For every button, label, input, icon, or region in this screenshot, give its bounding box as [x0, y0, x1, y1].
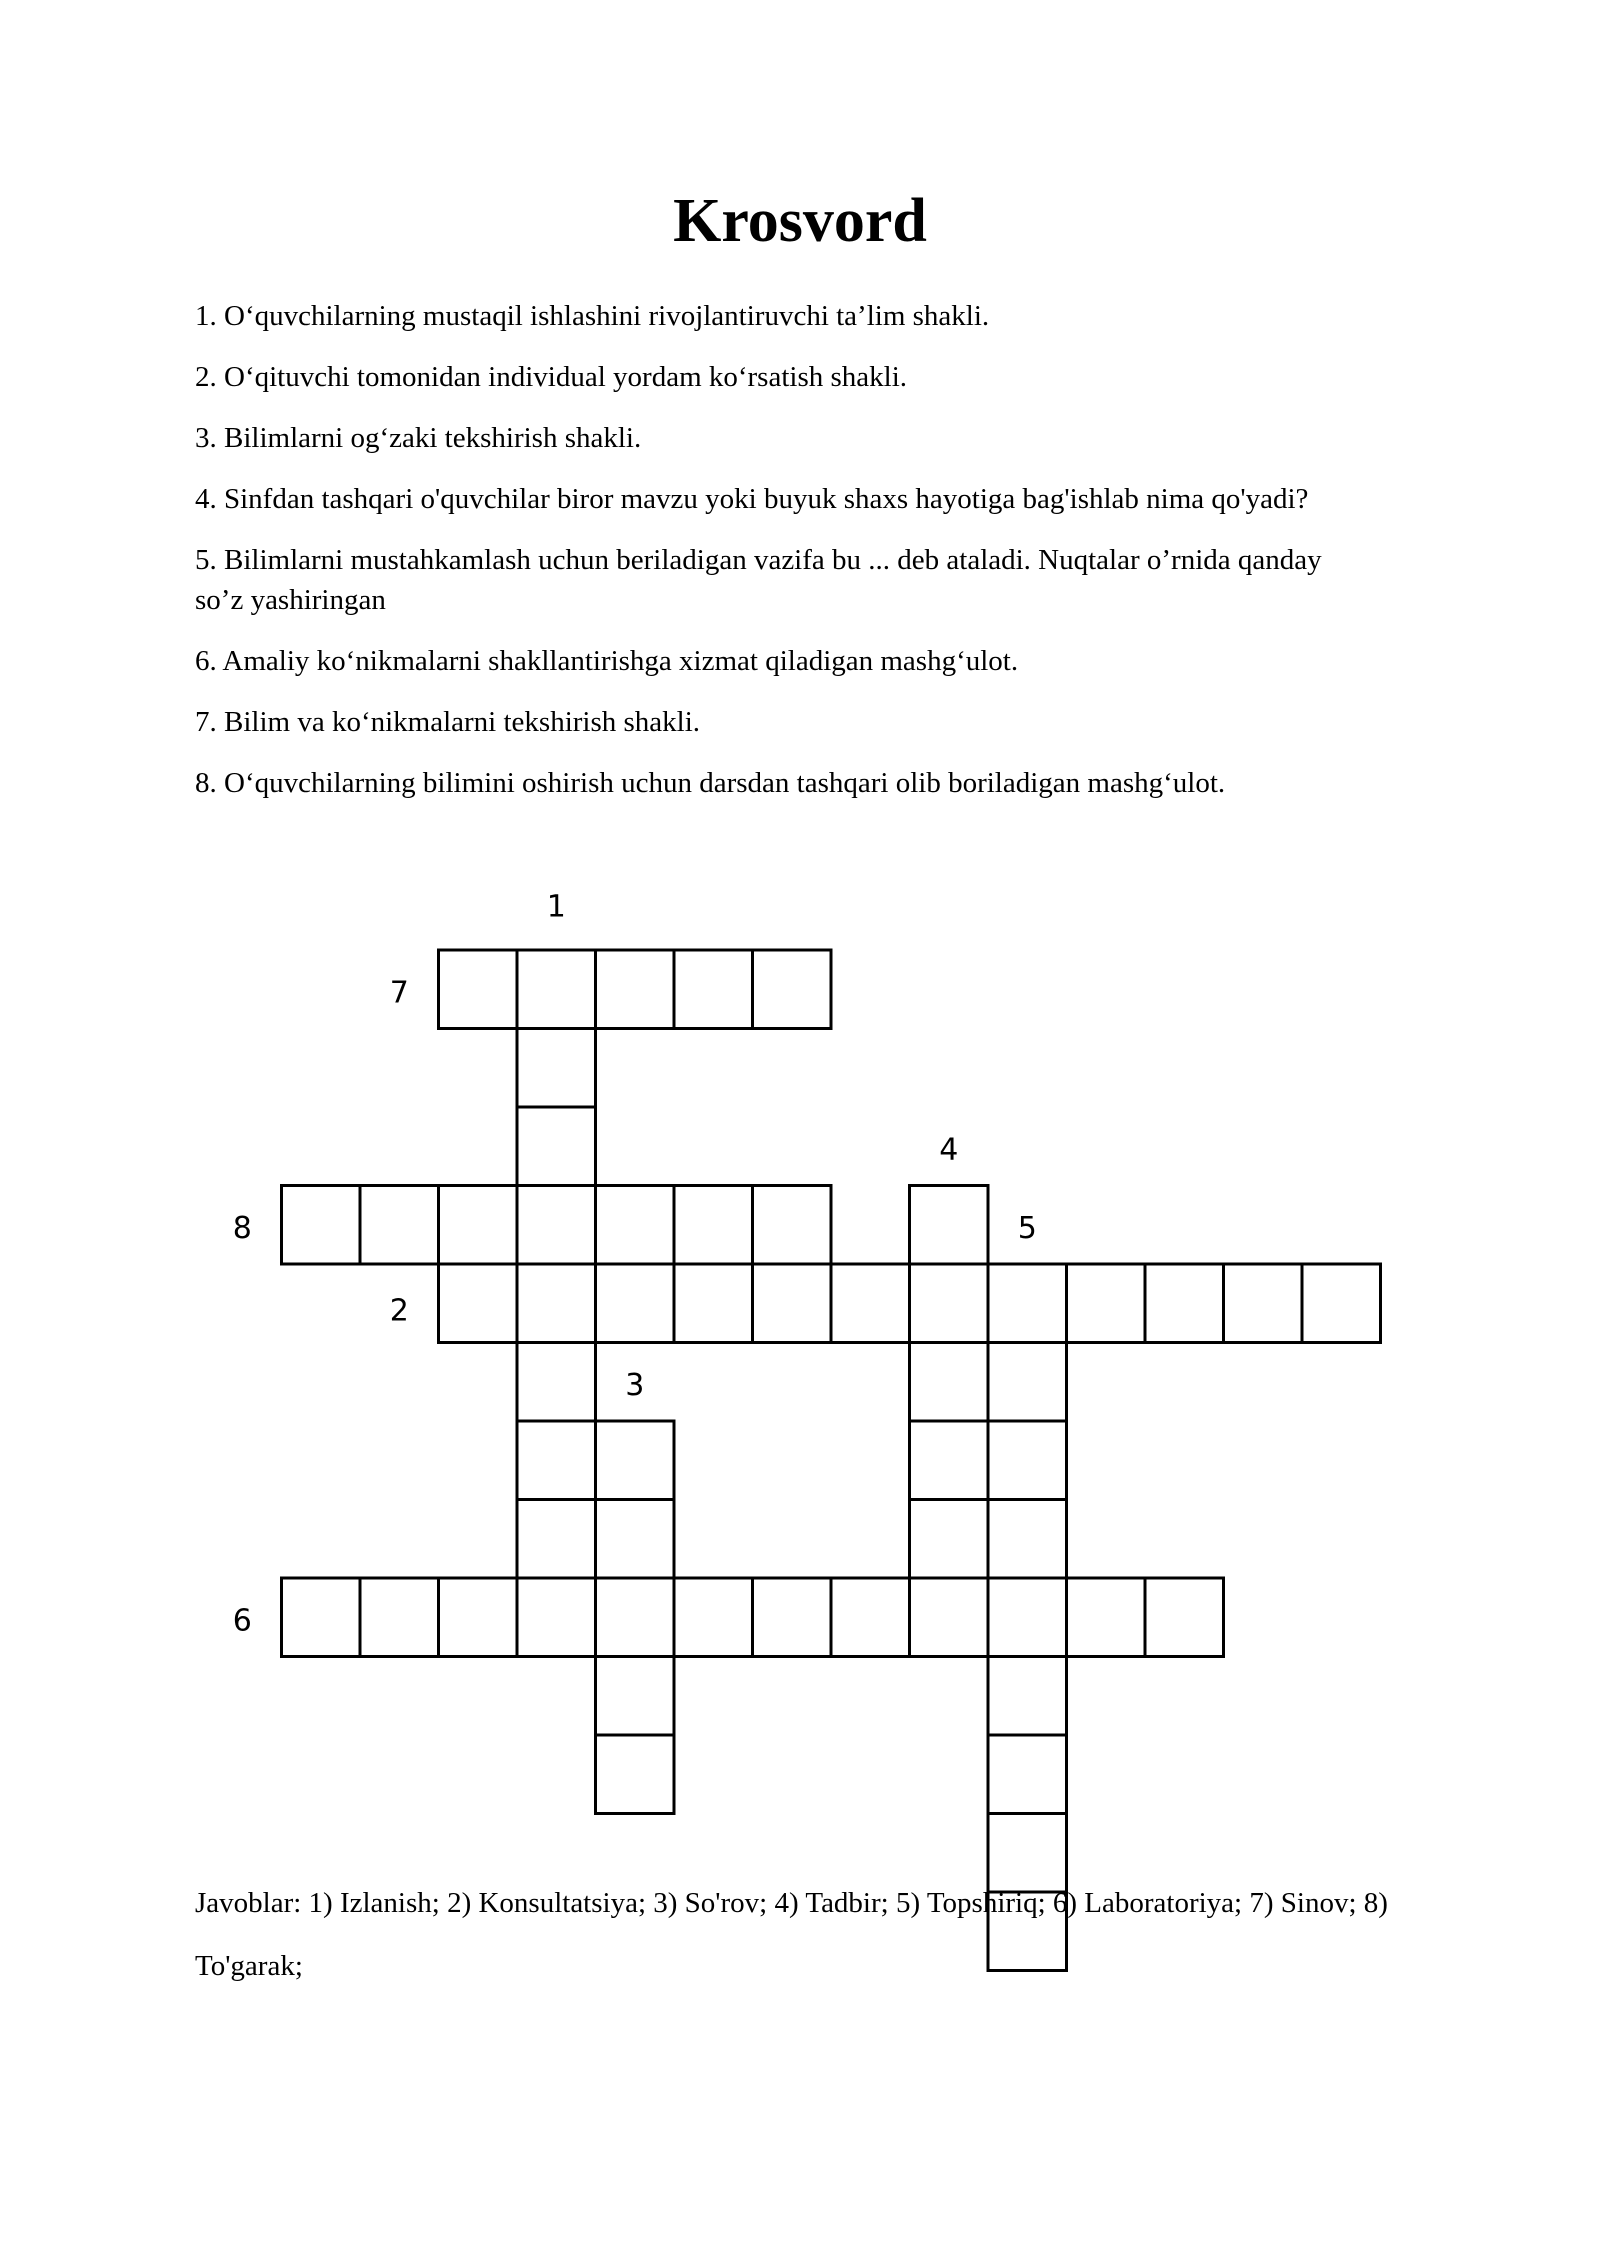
- crossword-cell: [753, 1264, 832, 1343]
- crossword-cell: [988, 1500, 1067, 1579]
- crossword-cell: [910, 1578, 989, 1657]
- clue-number-label: 6: [232, 1603, 252, 1639]
- crossword-cell: [910, 1186, 989, 1265]
- crossword-cell: [596, 1186, 675, 1265]
- crossword-cell: [910, 1264, 989, 1343]
- clue-item: 8. O‘quvchilarning bilimini oshirish uchun darsdan tashqari olib boriladigan mashg‘ulot.: [195, 767, 1226, 799]
- crossword-cell: [1302, 1264, 1381, 1343]
- crossword-cell: [1224, 1264, 1303, 1343]
- crossword-cell: [674, 1186, 753, 1265]
- clue-item: 6. Amaliy ko‘nikmalarni shakllantirishga xizmat qiladigan mashg‘ulot.: [195, 645, 1019, 677]
- crossword-cell: [988, 1421, 1067, 1500]
- clue-item: 5. Bilimlarni mustahkamlash uchun beriladigan vazifa bu ... deb ataladi. Nuqtalar o’rnida qanday so’z yashiringan: [195, 544, 1322, 616]
- crossword-cell: [439, 1264, 518, 1343]
- clue-number-label: 4: [939, 1132, 959, 1168]
- crossword-cell: [517, 1578, 596, 1657]
- crossword-cell: [517, 1107, 596, 1186]
- clue-number-label: 5: [1017, 1211, 1037, 1247]
- clue-item: 4. Sinfdan tashqari o'quvchilar biror mavzu yoki buyuk shaxs hayotiga bag'ishlab nima qo'yadi?: [195, 483, 1309, 515]
- clue-number-label: 8: [232, 1211, 252, 1247]
- crossword-cell: [517, 1264, 596, 1343]
- crossword-cell: [360, 1186, 439, 1265]
- clue-item: 7. Bilim va ko‘nikmalarni tekshirish shakli.: [195, 706, 701, 738]
- page-title: Krosvord: [673, 187, 927, 255]
- crossword-cell: [988, 1657, 1067, 1736]
- crossword-cell: [439, 1186, 518, 1265]
- crossword-cell: [282, 1186, 361, 1265]
- crossword-cell: [596, 1657, 675, 1736]
- crossword-cell: [1067, 1578, 1146, 1657]
- crossword-cell: [596, 1421, 675, 1500]
- crossword-cell: [753, 950, 832, 1029]
- crossword-cell: [517, 1421, 596, 1500]
- clue-item: 2. O‘qituvchi tomonidan individual yordam ko‘rsatish shakli.: [195, 361, 908, 393]
- answers-line: Javoblar: 1) Izlanish; 2) Konsultatsiya; 3) So'rov; 4) Tadbir; 5) Topshiriq; 6) Laboratoriya; 7) Sinov; 8) To'garak;: [195, 1887, 1388, 1982]
- crossword-cell: [517, 1500, 596, 1579]
- crossword-cell: [674, 1264, 753, 1343]
- crossword-cell: [596, 1500, 675, 1579]
- crossword-cell: [753, 1578, 832, 1657]
- clue-number-label: 1: [546, 889, 566, 925]
- crossword-cell: [988, 1735, 1067, 1814]
- crossword-cell: [1145, 1578, 1224, 1657]
- clue-number-label: 2: [389, 1293, 409, 1329]
- crossword-cell: [360, 1578, 439, 1657]
- crossword-cell: [831, 1264, 910, 1343]
- crossword-cell: [596, 950, 675, 1029]
- crossword-cell: [439, 950, 518, 1029]
- crossword-cell: [831, 1578, 910, 1657]
- crossword-cell: [282, 1578, 361, 1657]
- crossword-cell: [988, 1343, 1067, 1422]
- crossword-cell: [517, 950, 596, 1029]
- crossword-cell: [910, 1343, 989, 1422]
- crossword-cell: [596, 1578, 675, 1657]
- clue-item: 1. O‘quvchilarning mustaqil ishlashini rivojlantiruvchi ta’lim shakli.: [195, 300, 990, 332]
- crossword-cell: [988, 1264, 1067, 1343]
- crossword-cell: [439, 1578, 518, 1657]
- crossword-cell: [988, 1578, 1067, 1657]
- crossword-cell: [596, 1735, 675, 1814]
- clue-number-label: 3: [625, 1368, 645, 1404]
- crossword-cell: [674, 1578, 753, 1657]
- crossword-cell: [674, 950, 753, 1029]
- crossword-cell: [596, 1264, 675, 1343]
- crossword-cell: [1145, 1264, 1224, 1343]
- clue-item: 3. Bilimlarni og‘zaki tekshirish shakli.: [195, 422, 642, 454]
- crossword-cell: [753, 1186, 832, 1265]
- crossword-cell: [1067, 1264, 1146, 1343]
- crossword-cell: [517, 1186, 596, 1265]
- crossword-cell: [910, 1421, 989, 1500]
- clue-number-label: 7: [389, 975, 409, 1011]
- crossword-cell: [517, 1343, 596, 1422]
- crossword-cell: [517, 1029, 596, 1108]
- crossword-cell: [910, 1500, 989, 1579]
